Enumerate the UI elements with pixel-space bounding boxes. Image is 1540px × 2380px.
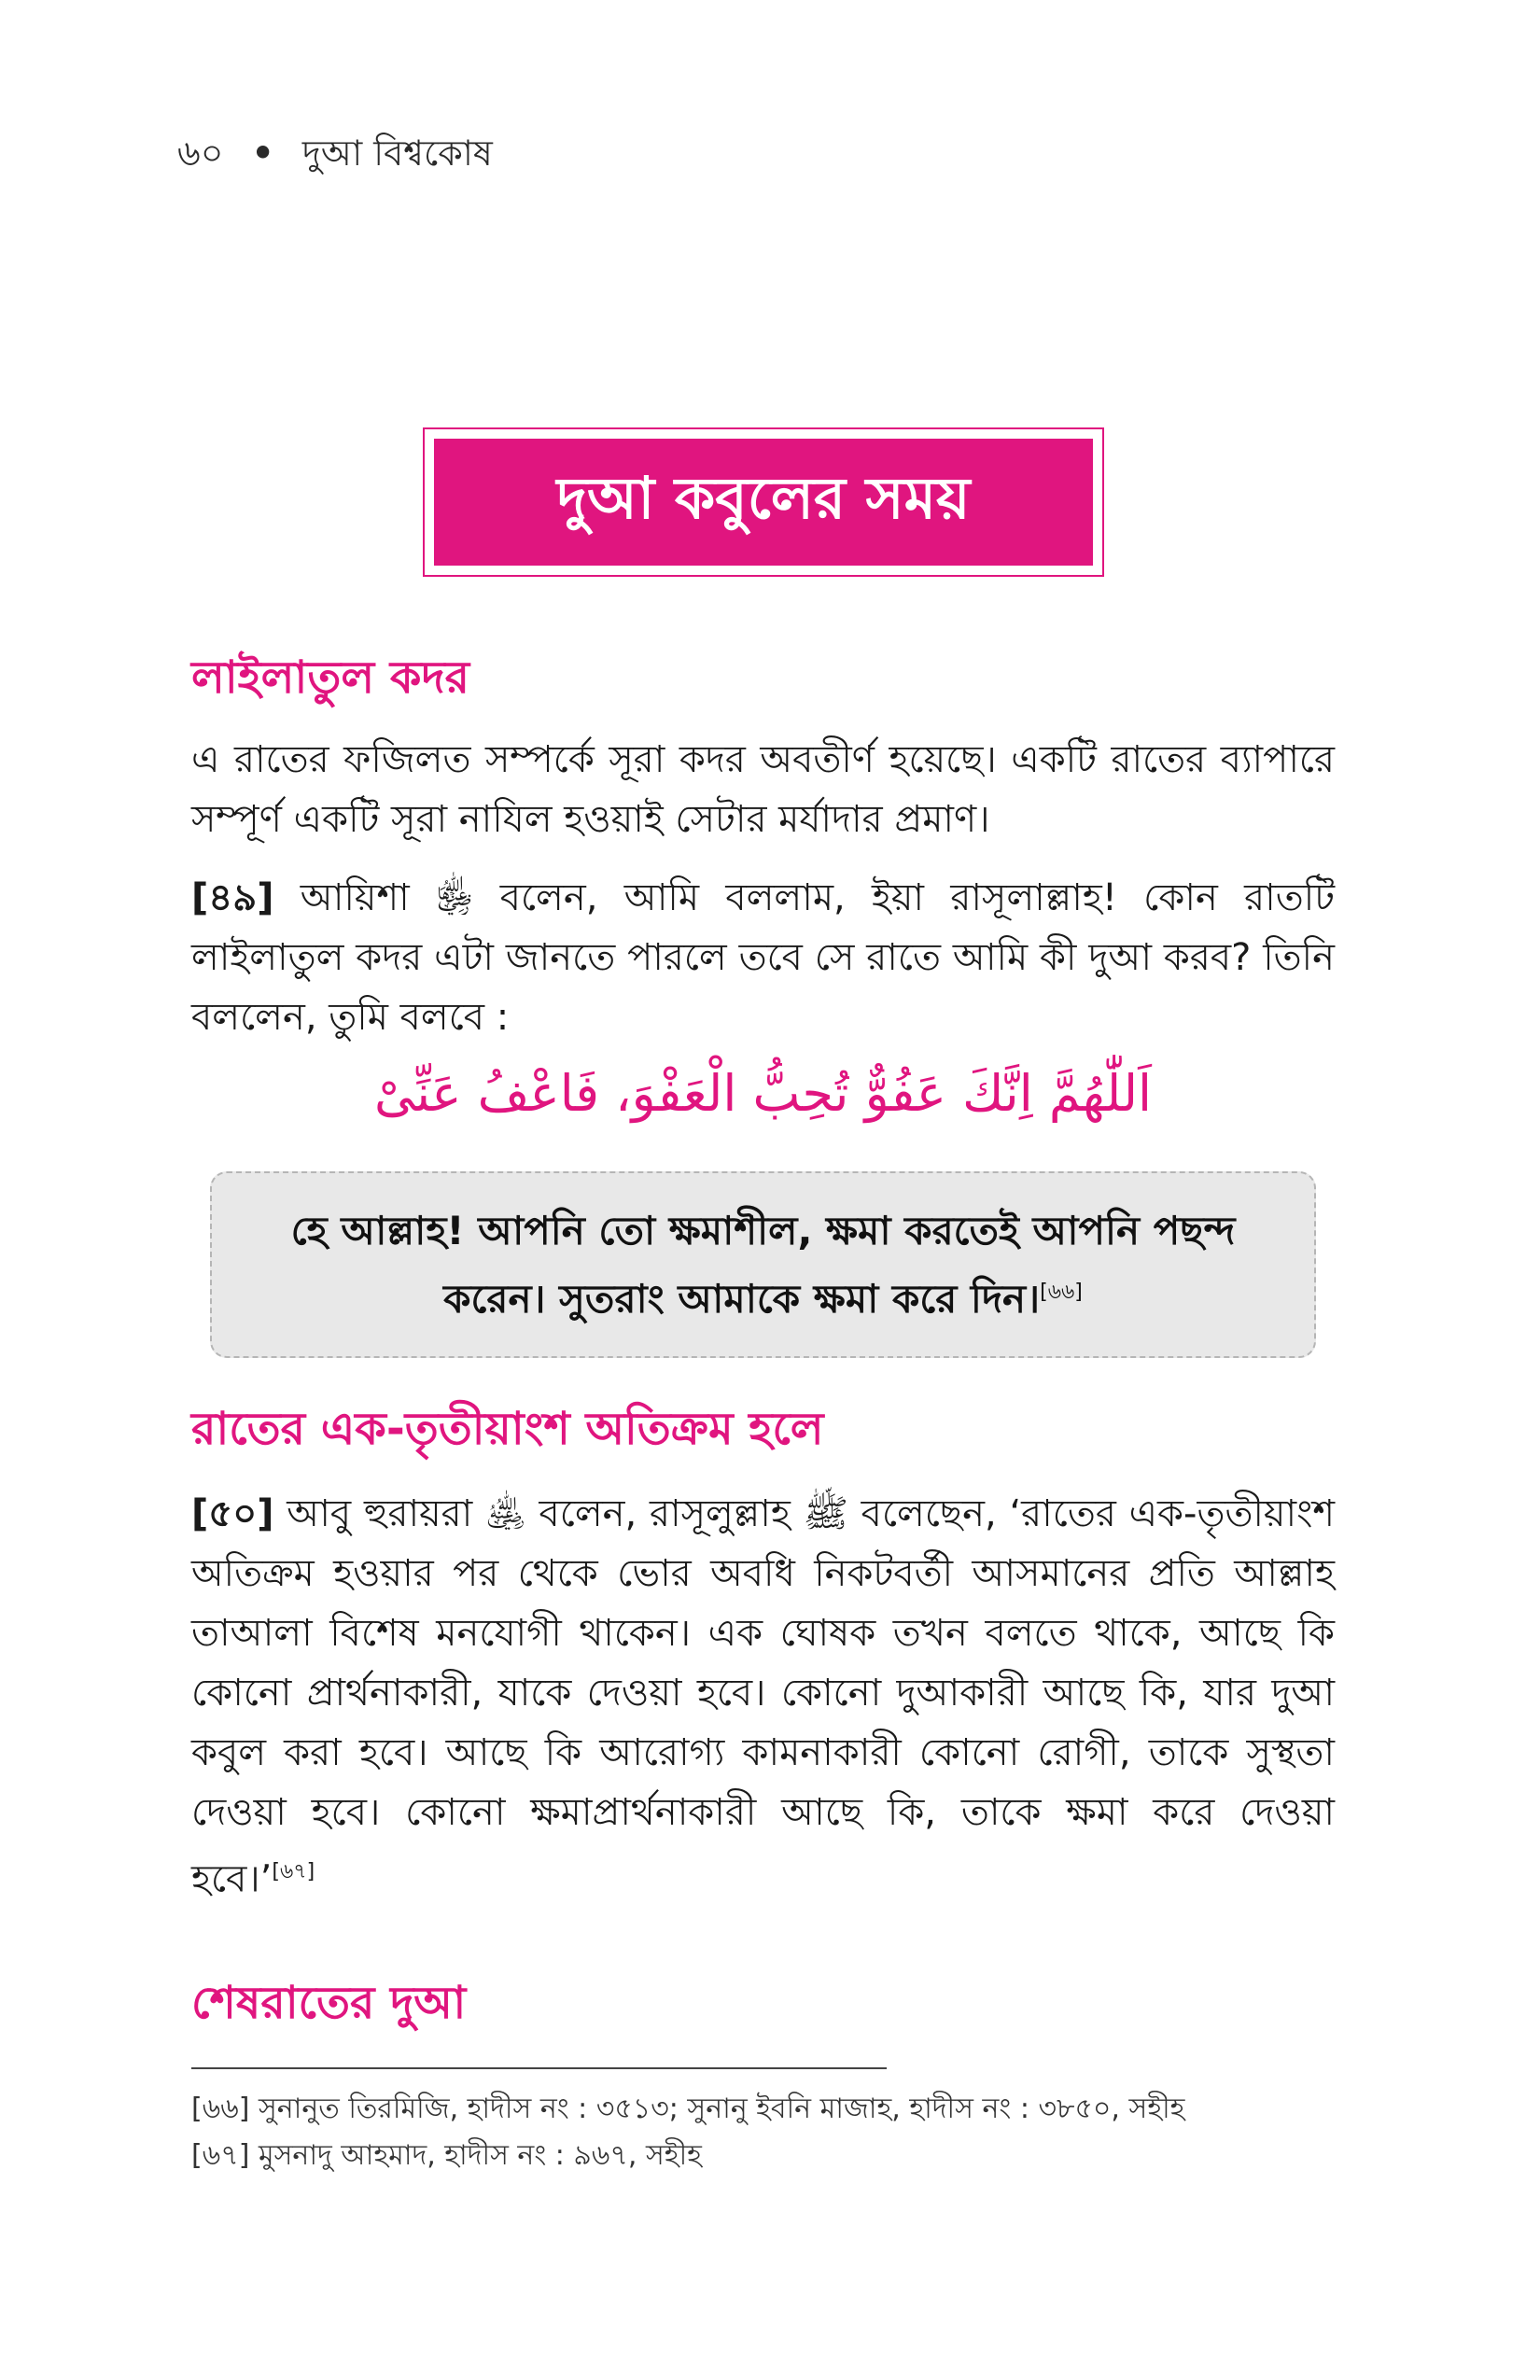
hadith-49-paragraph (191, 868, 1335, 1047)
section-heading-lailatul: লাইলাতুল কদর (191, 651, 470, 704)
hadith-50-paragraph (191, 1484, 1335, 1909)
footnote-66: [৬৬] সুনানুত তিরমিজি, হাদীস নং : ৩৫১৩; সুনানু ইবনি মাজাহ, হাদীস নং : ৩৮৫০, সহীহ (191, 2093, 1185, 2125)
chapter-title: দুআ কবুলের সময় (434, 439, 1093, 566)
page-number: ৬০ (177, 133, 224, 174)
translation-text (277, 1200, 1249, 1330)
section-heading-third-night: রাতের এক-তৃতীয়াংশ অতিক্রম হলে (191, 1403, 824, 1455)
footnote-ref: [৬৬] (1040, 1280, 1083, 1304)
hadith-text: আবু হুরায়রা ﵁ বলেন, রাসূলুল্লাহ ﷺ বলেছেন, ‘রাতের এক-তৃতীয়াংশ অতিক্রম হওয়ার পর থেকে ভোর অবধি নিকটবর্তী আসমানের প্রতি আল্লাহ তাআলা বিশেষ মনযোগী থাকেন। এক ঘোষক তখন বলতে থাকে, আছে কি কোনো প্রার্থনাকারী, যাকে দেওয়া হবে। কোনো দুআকারী আছে কি, যার দুআ কবুল করা হবে। আছে কি আরোগ্য কামনাকারী কোনো রোগী, তাকে সুস্থতা দেওয়া হবে। কোনো ক্ষমাপ্রার্থনাকারী আছে কি, তাকে ক্ষমা করে দেওয়া হবে।’ (191, 1492, 1335, 1901)
hadith-number: [৪৯] (191, 876, 274, 919)
section-heading-last-night: শেষরাতের দুআ (191, 1977, 467, 2029)
footnote-divider (191, 2067, 887, 2069)
footnote-67: [৬৭] মুসনাদু আহমাদ, হাদীস নং : ৯৬৭, সহীহ (191, 2139, 702, 2172)
header-separator: • (251, 133, 274, 174)
translation-box (210, 1171, 1316, 1358)
lailatul-intro-paragraph: এ রাতের ফজিলত সম্পর্কে সূরা কদর অবতীর্ণ হয়েছে। একটি রাতের ব্যাপারে সম্পূর্ণ একটি সূরা নাযিল হওয়াই সেটার মর্যাদার প্রমাণ। (191, 738, 1335, 841)
hadith-text: আয়িশা ﵂ বলেন, আমি বললাম, ইয়া রাসূলাল্লাহ! কোন রাতটি লাইলাতুল কদর এটা জানতে পারলে তবে সে রাতে আমি কী দুআ করব? তিনি বললেন, তুমি বলবে : (191, 876, 1335, 1039)
translation: হে আল্লাহ! আপনি তো ক্ষমাশীল, ক্ষমা করতেই আপনি পছন্দ করেন। সুতরাং আমাকে ক্ষমা করে দিন। (290, 1207, 1236, 1322)
hadith-number: [৫০] (191, 1492, 274, 1535)
chapter-title-box (423, 427, 1104, 577)
page-header (177, 126, 493, 186)
arabic-dua: اَللّٰهُمَّ اِنَّكَ عَفُوٌّ تُحِبُّ الْعَفْوَ، فَاعْفُ عَنِّیْ (373, 1064, 1153, 1123)
book-title: দুআ বিশ্বকোষ (301, 133, 493, 174)
footnote-ref: [৬৭] (272, 1860, 315, 1883)
